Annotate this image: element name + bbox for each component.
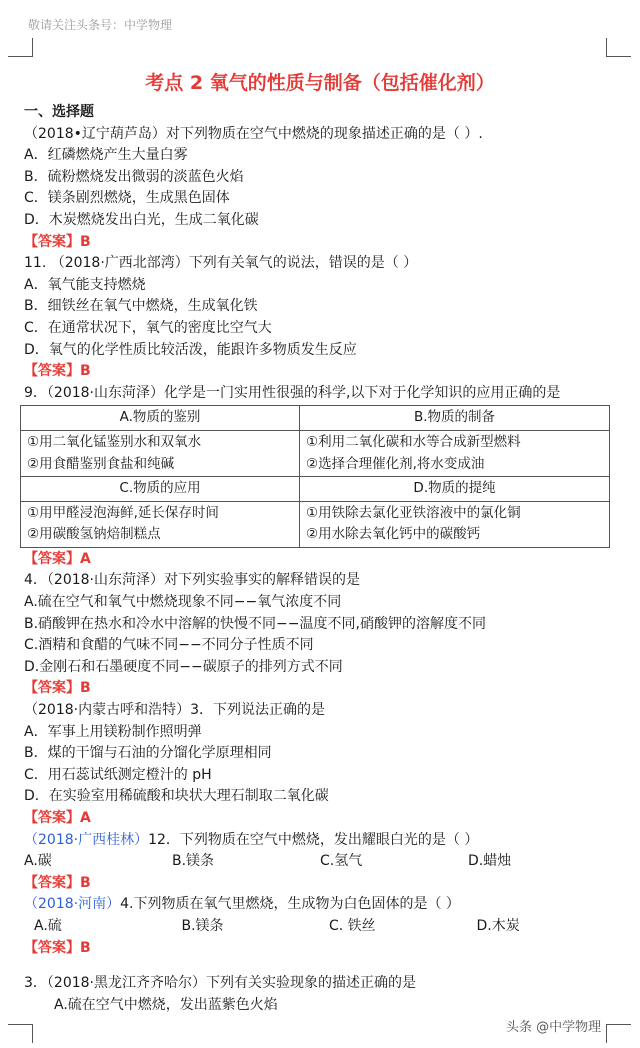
question-7-option-c: C. 铁丝 [329,917,376,934]
question-5-option-a: A．军事上用镁粉制作照明弹 [24,723,202,740]
question-7-options [24,916,624,938]
question-3-answer: 【答案】A [24,550,91,567]
question-3-stem: 9．（2018·山东菏泽）化学是一门实用性很强的科学,以下对于化学知识的应用正确的是 [24,384,561,401]
spacer [24,959,624,973]
question-5-option-d: D．在实验室用稀硫酸和块状大理石制取二氧化碳 [24,788,329,805]
question-4-option-a: A.硫在空气和氧气中燃烧现象不同−−氧气浓度不同 [24,594,342,611]
question-8-stem: 3．（2018·黑龙江齐齐哈尔）下列有关实验现象的描述正确的是 [24,975,416,992]
question-8-option-a: A.硫在空气中燃烧，发出蓝紫色火焰 [54,996,278,1013]
question-1-answer: 【答案】B [24,233,91,250]
question-7-stem-line [24,894,624,916]
question-1-option-c: C．镁条剧烈燃烧，生成黑色固体 [24,190,230,207]
question-1-option-b: B．硫粉燃烧发出微弱的淡蓝色火焰 [24,168,244,185]
table-c-item-2: ②用碳酸氢钠焙制糕点 [27,526,161,543]
question-7-option-b: B.镁条 [181,917,224,934]
question-5-answer: 【答案】A [24,810,91,826]
question-6-option-a: A.碳 [24,853,52,870]
question-2-option-c: C．在通常状况下，氧气的密度比空气大 [24,319,272,336]
table-d-item-1: ①用铁除去氯化亚铁溶液中的氯化铜 [306,504,521,521]
question-5-stem: （2018·内蒙古呼和浩特）3．下列说法正确的是 [24,702,325,719]
question-3-table [20,405,610,548]
question-7-answer: 【答案】B [24,939,91,956]
table-cell-c [21,501,300,547]
question-4-option-d: D.金刚石和石墨硬度不同−−碳原子的排列方式不同 [24,658,343,675]
question-7-option-a: A.硫 [34,917,62,934]
question-6-option-b: B.镁条 [172,853,215,870]
question-4-option-b: B.硝酸钾在热水和冷水中溶解的快慢不同−−温度不同,硝酸钾的溶解度不同 [24,615,486,632]
page-title: 考点 2 氧气的性质与制备（包括催化剂） [145,72,495,94]
question-7-source: （2018·河南） [24,896,121,913]
question-1-option-d: D．木炭燃烧发出白光，生成二氧化碳 [24,211,259,228]
question-7-option-d: D.木炭 [476,917,520,934]
page-header: 敬请关注头条号：中学物理 [28,18,173,32]
crop-mark-top-right [606,38,631,57]
question-5-option-c: C．用石蕊试纸测定橙汁的 pH [24,766,212,783]
table-b-item-2: ②选择合理催化剂,将水变成油 [306,455,485,472]
question-5-option-b: B．煤的干馏与石油的分馏化学原理相同 [24,745,272,762]
question-1-stem: （2018•辽宁葫芦岛）对下列物质在空气中燃烧的现象描述正确的是（ ）. [24,125,483,142]
question-4-answer: 【答案】B [24,680,91,697]
question-4-stem: 4．（2018·山东菏泽）对下列实验事实的解释错误的是 [24,572,360,589]
crop-mark-top-left [8,38,33,57]
question-1-option-a: A．红磷燃烧产生大量白雾 [24,147,188,164]
table-cell-b [300,430,610,476]
section-heading: 一、选择题 [24,104,94,120]
question-2-option-d: D．氧气的化学性质比较活泼，能跟许多物质发生反应 [24,341,357,358]
question-6-options [24,851,624,873]
watermark: 头条 @中学物理 [506,1020,602,1035]
table-b-item-1: ①利用二氧化碳和水等合成新型燃料 [306,433,521,450]
question-6-stem-line [24,830,624,852]
table-head-b: B.物质的制备 [300,406,610,431]
table-a-item-2: ②用食醋鉴别食盐和纯碱 [27,455,175,472]
question-6-option-d: D.蜡烛 [468,853,512,870]
question-6-answer: 【答案】B [24,874,91,891]
document-body [24,102,624,1016]
question-4-option-c: C.酒精和食醋的气味不同−−不同分子性质不同 [24,637,314,654]
table-c-item-1: ①用甲醛浸泡海鲜,延长保存时间 [27,504,219,521]
table-d-item-2: ②用水除去氧化钙中的碳酸钙 [306,526,481,543]
table-head-a: A.物质的鉴别 [21,406,300,431]
crop-mark-bottom-right [606,1024,631,1043]
crop-mark-bottom-left [8,1024,33,1043]
question-2-option-a: A．氧气能支持燃烧 [24,276,146,293]
table-head-d: D.物质的提纯 [300,477,610,502]
question-2-option-b: B．细铁丝在氧气中燃烧，生成氧化铁 [24,298,258,315]
table-a-item-1: ①用二氧化锰鉴别水和双氧水 [27,433,202,450]
question-6-option-c: C.氢气 [320,853,363,870]
table-cell-a [21,430,300,476]
table-cell-d [300,501,610,547]
question-6-stem: 12．下列物质在空气中燃烧，发出耀眼白光的是（ ） [148,831,479,848]
table-head-c: C.物质的应用 [21,477,300,502]
question-2-stem: 11. （2018·广西北部湾）下列有关氧气的说法，错误的是（ ） [24,255,418,272]
question-7-stem: 4.下列物质在氧气里燃烧，生成物为白色固体的是（ ） [120,896,460,913]
question-2-answer: 【答案】B [24,363,91,380]
question-6-source: （2018·广西桂林） [24,831,149,848]
